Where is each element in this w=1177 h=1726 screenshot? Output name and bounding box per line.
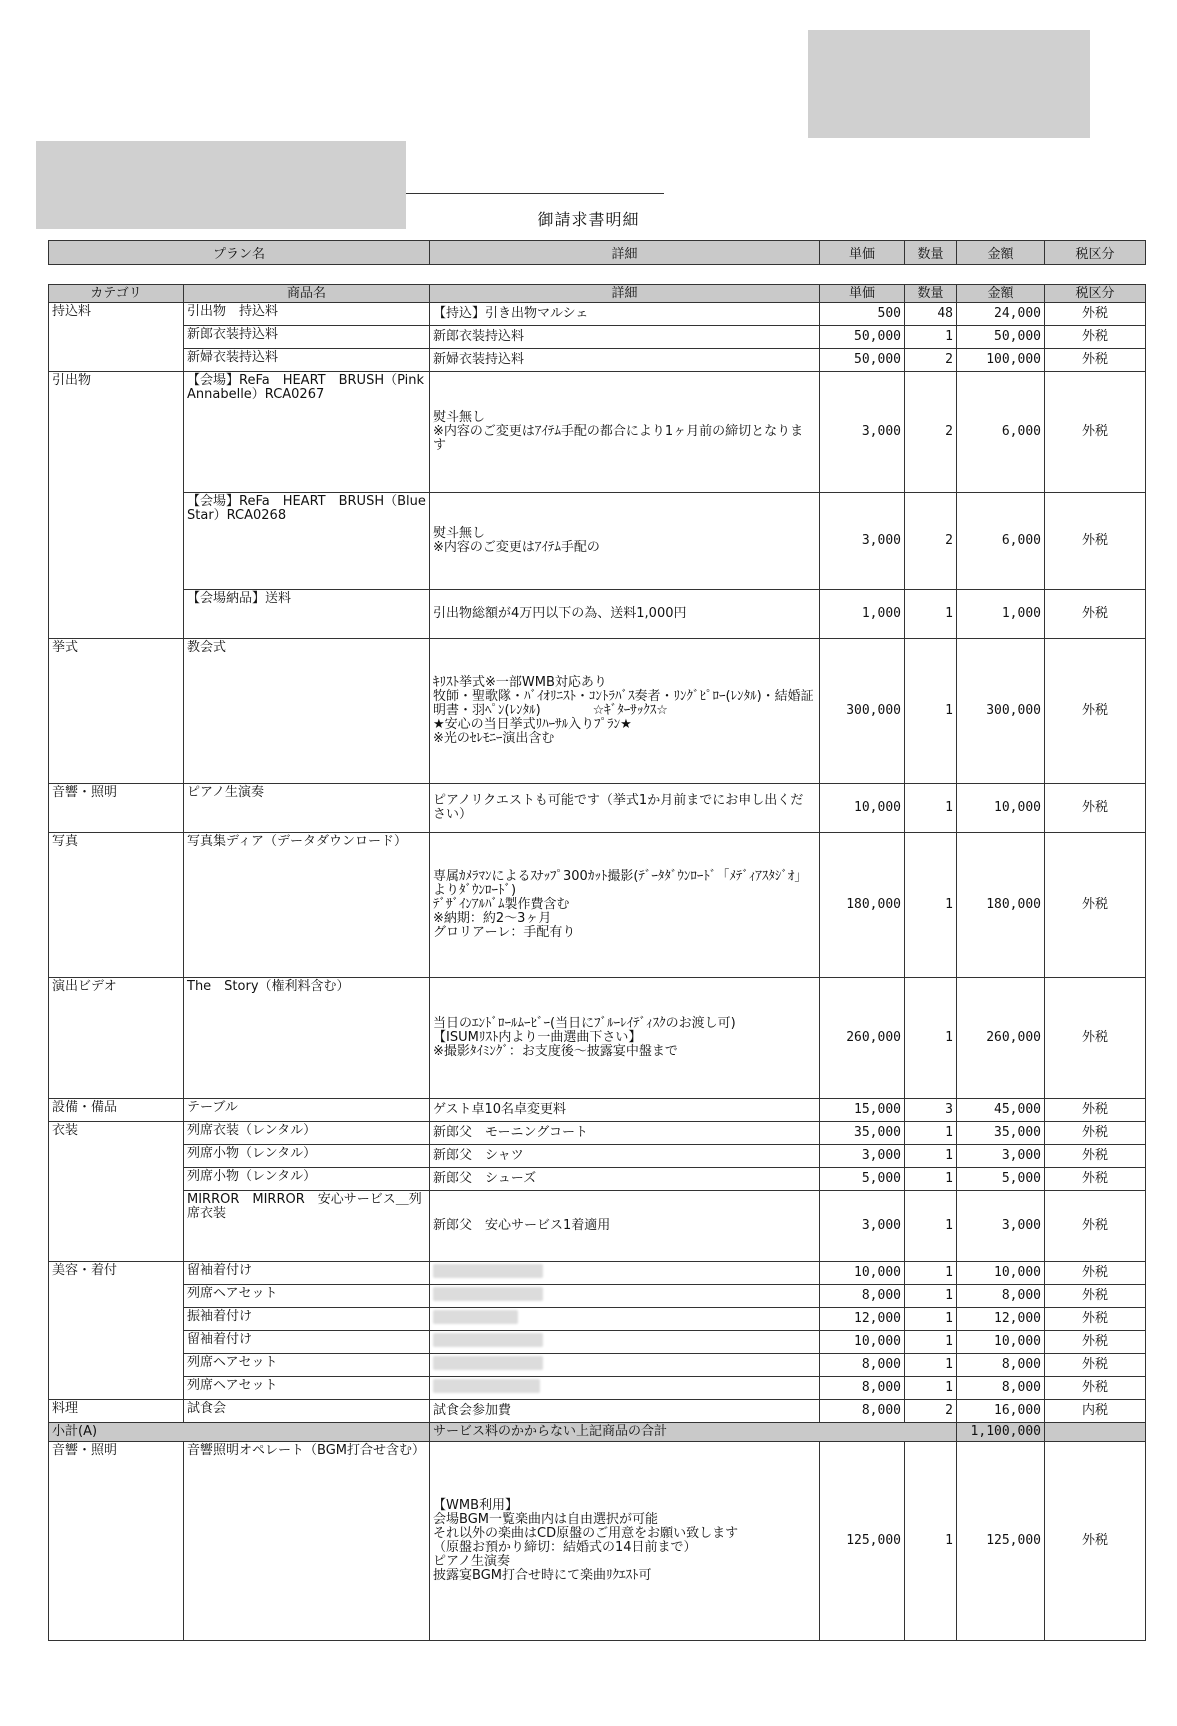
quantity-cell: 1 [905, 1354, 957, 1377]
unit-price-cell: 180,000 [820, 833, 905, 978]
product-cell: ピアノ生演奏 [184, 784, 430, 833]
subtotal-label: 小計(A) [49, 1423, 430, 1442]
quantity-cell: 1 [905, 1145, 957, 1168]
detail-cell: 当日のｴﾝﾄﾞﾛｰﾙﾑｰﾋﾞｰ(当日にﾌﾞﾙｰﾚｲﾃﾞｨｽｸのお渡し可) 【ISUMﾘｽﾄ内より一曲選曲下さい】 ※撮影ﾀｲﾐﾝｸﾞ：お支度後～披露宴中盤まで [430, 978, 820, 1099]
table-row [49, 1400, 1146, 1423]
table-row [49, 1122, 1146, 1145]
quantity-cell: 2 [905, 372, 957, 493]
category-cell: 料理 [49, 1400, 184, 1423]
tax-category-cell: 外税 [1045, 978, 1146, 1099]
table-row [49, 326, 1146, 349]
product-cell: 新郎衣装持込料 [184, 326, 430, 349]
table-row [49, 639, 1146, 784]
unit-price-cell: 5,000 [820, 1168, 905, 1191]
tax-category-cell: 外税 [1045, 639, 1146, 784]
unit-price-header: 単価 [820, 241, 905, 265]
tax-category-cell: 内税 [1045, 1400, 1146, 1423]
amount-cell: 6,000 [957, 493, 1045, 590]
quantity-header: 数量 [905, 285, 957, 303]
tax-category-cell: 外税 [1045, 372, 1146, 493]
subtotal-detail: サービス料のかからない上記商品の合計 [430, 1423, 957, 1442]
unit-price-cell: 12,000 [820, 1308, 905, 1331]
quantity-cell: 3 [905, 1099, 957, 1122]
product-cell: 列席ヘアセット [184, 1354, 430, 1377]
unit-price-cell: 3,000 [820, 372, 905, 493]
tax-category-cell: 外税 [1045, 1262, 1146, 1285]
amount-cell: 45,000 [957, 1099, 1045, 1122]
tax-category-cell: 外税 [1045, 349, 1146, 372]
table-row [49, 1354, 1146, 1377]
tax-category-cell: 外税 [1045, 784, 1146, 833]
table-row [49, 1145, 1146, 1168]
table-row [49, 1191, 1146, 1262]
product-cell: 新婦衣装持込料 [184, 349, 430, 372]
detail-cell [430, 1354, 820, 1377]
tax-category-cell: 外税 [1045, 1145, 1146, 1168]
table-row [49, 1442, 1146, 1641]
amount-cell: 8,000 [957, 1285, 1045, 1308]
detail-header: 詳細 [430, 285, 820, 303]
amount-cell: 8,000 [957, 1377, 1045, 1400]
unit-price-cell: 10,000 [820, 1331, 905, 1354]
tax-category-cell: 外税 [1045, 1099, 1146, 1122]
table-row [49, 493, 1146, 590]
detail-cell: 新郎衣装持込料 [430, 326, 820, 349]
tax-category-cell: 外税 [1045, 1442, 1146, 1641]
amount-cell: 5,000 [957, 1168, 1045, 1191]
amount-header: 金額 [957, 241, 1045, 265]
unit-price-cell: 3,000 [820, 1191, 905, 1262]
subtotal-amount: 1,100,000 [957, 1423, 1045, 1442]
detail-cell: 熨斗無し ※内容のご変更はｱｲﾃﾑ手配の都合により1ヶ月前の締切となります [430, 372, 820, 493]
category-cell: 持込料 [49, 303, 184, 372]
category-cell: 美容・着付 [49, 1262, 184, 1400]
unit-price-cell: 3,000 [820, 493, 905, 590]
redacted-detail [433, 1287, 543, 1301]
invoice-detail-table [48, 284, 1146, 1641]
unit-price-cell: 50,000 [820, 349, 905, 372]
tax-category-cell: 外税 [1045, 1331, 1146, 1354]
quantity-cell: 1 [905, 590, 957, 639]
tax-category-cell: 外税 [1045, 1308, 1146, 1331]
detail-cell: 引出物総額が4万円以下の為、送料1,000円 [430, 590, 820, 639]
quantity-cell: 48 [905, 303, 957, 326]
amount-cell: 16,000 [957, 1400, 1045, 1423]
unit-price-cell: 3,000 [820, 1145, 905, 1168]
tax-category-cell: 外税 [1045, 493, 1146, 590]
product-cell: 振袖着付け [184, 1308, 430, 1331]
product-cell: The Story（権利料含む） [184, 978, 430, 1099]
product-cell: 列席小物（レンタル） [184, 1168, 430, 1191]
detail-cell: 新郎父 シャツ [430, 1145, 820, 1168]
amount-cell: 6,000 [957, 372, 1045, 493]
redacted-detail [433, 1356, 543, 1370]
redacted-detail [433, 1333, 543, 1347]
tax-category-cell: 外税 [1045, 1354, 1146, 1377]
tax-category-cell: 外税 [1045, 1168, 1146, 1191]
amount-cell: 8,000 [957, 1354, 1045, 1377]
product-cell: MIRROR MIRROR 安心サービス＿列席衣装 [184, 1191, 430, 1262]
detail-cell: ピアノリクエストも可能です（挙式1か月前までにお申し出ください） [430, 784, 820, 833]
subtotal-tax-cell [1045, 1423, 1146, 1442]
product-cell: 写真集ディア（データダウンロード） [184, 833, 430, 978]
amount-cell: 10,000 [957, 784, 1045, 833]
tax-category-header: 税区分 [1045, 285, 1146, 303]
tax-category-cell: 外税 [1045, 1285, 1146, 1308]
detail-cell: 【WMB利用】 会場BGM一覧楽曲内は自由選択が可能 それ以外の楽曲はCD原盤のご用意をお願い致します （原盤お預かり締切：結婚式の14日前まで） ピアノ生演奏 披露宴BGM打合せ時にて楽曲ﾘｸｴｽﾄ可 [430, 1442, 820, 1641]
unit-price-header: 単価 [820, 285, 905, 303]
amount-cell: 35,000 [957, 1122, 1045, 1145]
quantity-cell: 1 [905, 1122, 957, 1145]
amount-cell: 3,000 [957, 1145, 1045, 1168]
plan-name-header: プラン名 [49, 241, 430, 265]
tax-category-cell: 外税 [1045, 1191, 1146, 1262]
detail-cell [430, 1308, 820, 1331]
quantity-cell: 1 [905, 1377, 957, 1400]
redacted-detail [433, 1264, 543, 1278]
quantity-cell: 1 [905, 1262, 957, 1285]
detail-cell: ゲスト卓10名卓変更料 [430, 1099, 820, 1122]
detail-cell: 新郎父 安心サービス1着適用 [430, 1191, 820, 1262]
amount-cell: 10,000 [957, 1331, 1045, 1354]
category-header: カテゴリ [49, 285, 184, 303]
unit-price-cell: 300,000 [820, 639, 905, 784]
title-underline [406, 193, 664, 194]
unit-price-cell: 8,000 [820, 1377, 905, 1400]
detail-cell [430, 1285, 820, 1308]
unit-price-cell: 15,000 [820, 1099, 905, 1122]
product-cell: 留袖着付け [184, 1331, 430, 1354]
quantity-cell: 1 [905, 978, 957, 1099]
product-cell: 【会場】ReFa HEART BRUSH（Blue Star）RCA0268 [184, 493, 430, 590]
unit-price-cell: 260,000 [820, 978, 905, 1099]
table-row [49, 349, 1146, 372]
product-cell: 試食会 [184, 1400, 430, 1423]
detail-cell: 専属ｶﾒﾗﾏﾝによるｽﾅｯﾌﾟ300ｶｯﾄ撮影(ﾃﾞｰﾀﾀﾞｳﾝﾛｰﾄﾞ「ﾒﾃﾞｨｱｽﾀｼﾞｵ」よりﾀﾞｳﾝﾛｰﾄﾞ) ﾃﾞｻﾞｲﾝｱﾙﾊﾞﾑ製作費含む ※納期：約2～3ヶ月 グロリアーレ：手配有り [430, 833, 820, 978]
category-cell: 設備・備品 [49, 1099, 184, 1122]
quantity-cell: 2 [905, 1400, 957, 1423]
quantity-cell: 1 [905, 1285, 957, 1308]
product-cell: 列席ヘアセット [184, 1377, 430, 1400]
product-cell: 列席衣装（レンタル） [184, 1122, 430, 1145]
detail-header: 詳細 [430, 241, 820, 265]
category-cell: 写真 [49, 833, 184, 978]
table-row [49, 1377, 1146, 1400]
category-cell: 音響・照明 [49, 1442, 184, 1641]
subtotal-row [49, 1423, 1146, 1442]
unit-price-cell: 50,000 [820, 326, 905, 349]
table-row [49, 1262, 1146, 1285]
redacted-block [808, 30, 1090, 138]
tax-category-cell: 外税 [1045, 1122, 1146, 1145]
product-cell: 引出物 持込料 [184, 303, 430, 326]
category-cell: 音響・照明 [49, 784, 184, 833]
table-row [49, 372, 1146, 493]
amount-cell: 125,000 [957, 1442, 1045, 1641]
category-cell: 挙式 [49, 639, 184, 784]
table-row [49, 1308, 1146, 1331]
quantity-cell: 2 [905, 349, 957, 372]
product-cell: テーブル [184, 1099, 430, 1122]
product-header: 商品名 [184, 285, 430, 303]
quantity-cell: 2 [905, 493, 957, 590]
table-row [49, 833, 1146, 978]
detail-cell: 熨斗無し ※内容のご変更はｱｲﾃﾑ手配の [430, 493, 820, 590]
unit-price-cell: 8,000 [820, 1285, 905, 1308]
detail-cell: 新郎父 シューズ [430, 1168, 820, 1191]
amount-header: 金額 [957, 285, 1045, 303]
unit-price-cell: 8,000 [820, 1354, 905, 1377]
category-cell: 衣装 [49, 1122, 184, 1262]
detail-cell: 新婦衣装持込料 [430, 349, 820, 372]
category-cell: 演出ビデオ [49, 978, 184, 1099]
quantity-cell: 1 [905, 1191, 957, 1262]
quantity-cell: 1 [905, 1168, 957, 1191]
product-cell: 留袖着付け [184, 1262, 430, 1285]
detail-cell [430, 1331, 820, 1354]
table-row [49, 1331, 1146, 1354]
amount-cell: 24,000 [957, 303, 1045, 326]
unit-price-cell: 35,000 [820, 1122, 905, 1145]
amount-cell: 300,000 [957, 639, 1045, 784]
quantity-cell: 1 [905, 833, 957, 978]
category-cell: 引出物 [49, 372, 184, 639]
tax-category-cell: 外税 [1045, 833, 1146, 978]
detail-cell: ｷﾘｽﾄ挙式※一部WMB対応あり 牧師・聖歌隊・ﾊﾞｲｵﾘﾆｽﾄ・ｺﾝﾄﾗﾊﾞｽ奏者・ﾘﾝｸﾞﾋﾟﾛｰ(ﾚﾝﾀﾙ)・結婚証明書・羽ﾍﾟﾝ(ﾚﾝﾀﾙ) ☆ｷﾞﾀｰｻｯｸｽ☆ ★安心の当日挙式ﾘﾊｰｻﾙ入りﾌﾟﾗﾝ★ ※光のｾﾚﾓﾆｰ演出含む [430, 639, 820, 784]
detail-cell: 新郎父 モーニングコート [430, 1122, 820, 1145]
quantity-header: 数量 [905, 241, 957, 265]
detail-cell: 【持込】引き出物マルシェ [430, 303, 820, 326]
table-row [49, 1168, 1146, 1191]
amount-cell: 180,000 [957, 833, 1045, 978]
table-row [49, 590, 1146, 639]
tax-category-cell: 外税 [1045, 590, 1146, 639]
column-header-row [49, 285, 1146, 303]
table-row [49, 1285, 1146, 1308]
table-row [49, 978, 1146, 1099]
quantity-cell: 1 [905, 1308, 957, 1331]
amount-cell: 100,000 [957, 349, 1045, 372]
detail-cell [430, 1262, 820, 1285]
unit-price-cell: 125,000 [820, 1442, 905, 1641]
table-row [49, 784, 1146, 833]
detail-cell [430, 1377, 820, 1400]
tax-category-cell: 外税 [1045, 1377, 1146, 1400]
product-cell: 列席ヘアセット [184, 1285, 430, 1308]
redacted-detail [433, 1379, 540, 1393]
unit-price-cell: 10,000 [820, 784, 905, 833]
unit-price-cell: 8,000 [820, 1400, 905, 1423]
amount-cell: 50,000 [957, 326, 1045, 349]
unit-price-cell: 500 [820, 303, 905, 326]
unit-price-cell: 1,000 [820, 590, 905, 639]
plan-header-table [48, 240, 1146, 265]
product-cell: 音響照明オペレート（BGM打合せ含む） [184, 1442, 430, 1641]
product-cell: 列席小物（レンタル） [184, 1145, 430, 1168]
tax-category-header: 税区分 [1045, 241, 1146, 265]
plan-header-row [49, 241, 1146, 265]
detail-cell: 試食会参加費 [430, 1400, 820, 1423]
quantity-cell: 1 [905, 784, 957, 833]
tax-category-cell: 外税 [1045, 326, 1146, 349]
product-cell: 教会式 [184, 639, 430, 784]
quantity-cell: 1 [905, 1331, 957, 1354]
amount-cell: 3,000 [957, 1191, 1045, 1262]
amount-cell: 12,000 [957, 1308, 1045, 1331]
product-cell: 【会場】ReFa HEART BRUSH（Pink Annabelle）RCA0267 [184, 372, 430, 493]
amount-cell: 10,000 [957, 1262, 1045, 1285]
product-cell: 【会場納品】送料 [184, 590, 430, 639]
table-row [49, 303, 1146, 326]
redacted-detail [433, 1310, 518, 1324]
table-row [49, 1099, 1146, 1122]
amount-cell: 260,000 [957, 978, 1045, 1099]
quantity-cell: 1 [905, 1442, 957, 1641]
amount-cell: 1,000 [957, 590, 1045, 639]
quantity-cell: 1 [905, 639, 957, 784]
document-title: 御請求書明細 [537, 210, 640, 229]
unit-price-cell: 10,000 [820, 1262, 905, 1285]
quantity-cell: 1 [905, 326, 957, 349]
tax-category-cell: 外税 [1045, 303, 1146, 326]
